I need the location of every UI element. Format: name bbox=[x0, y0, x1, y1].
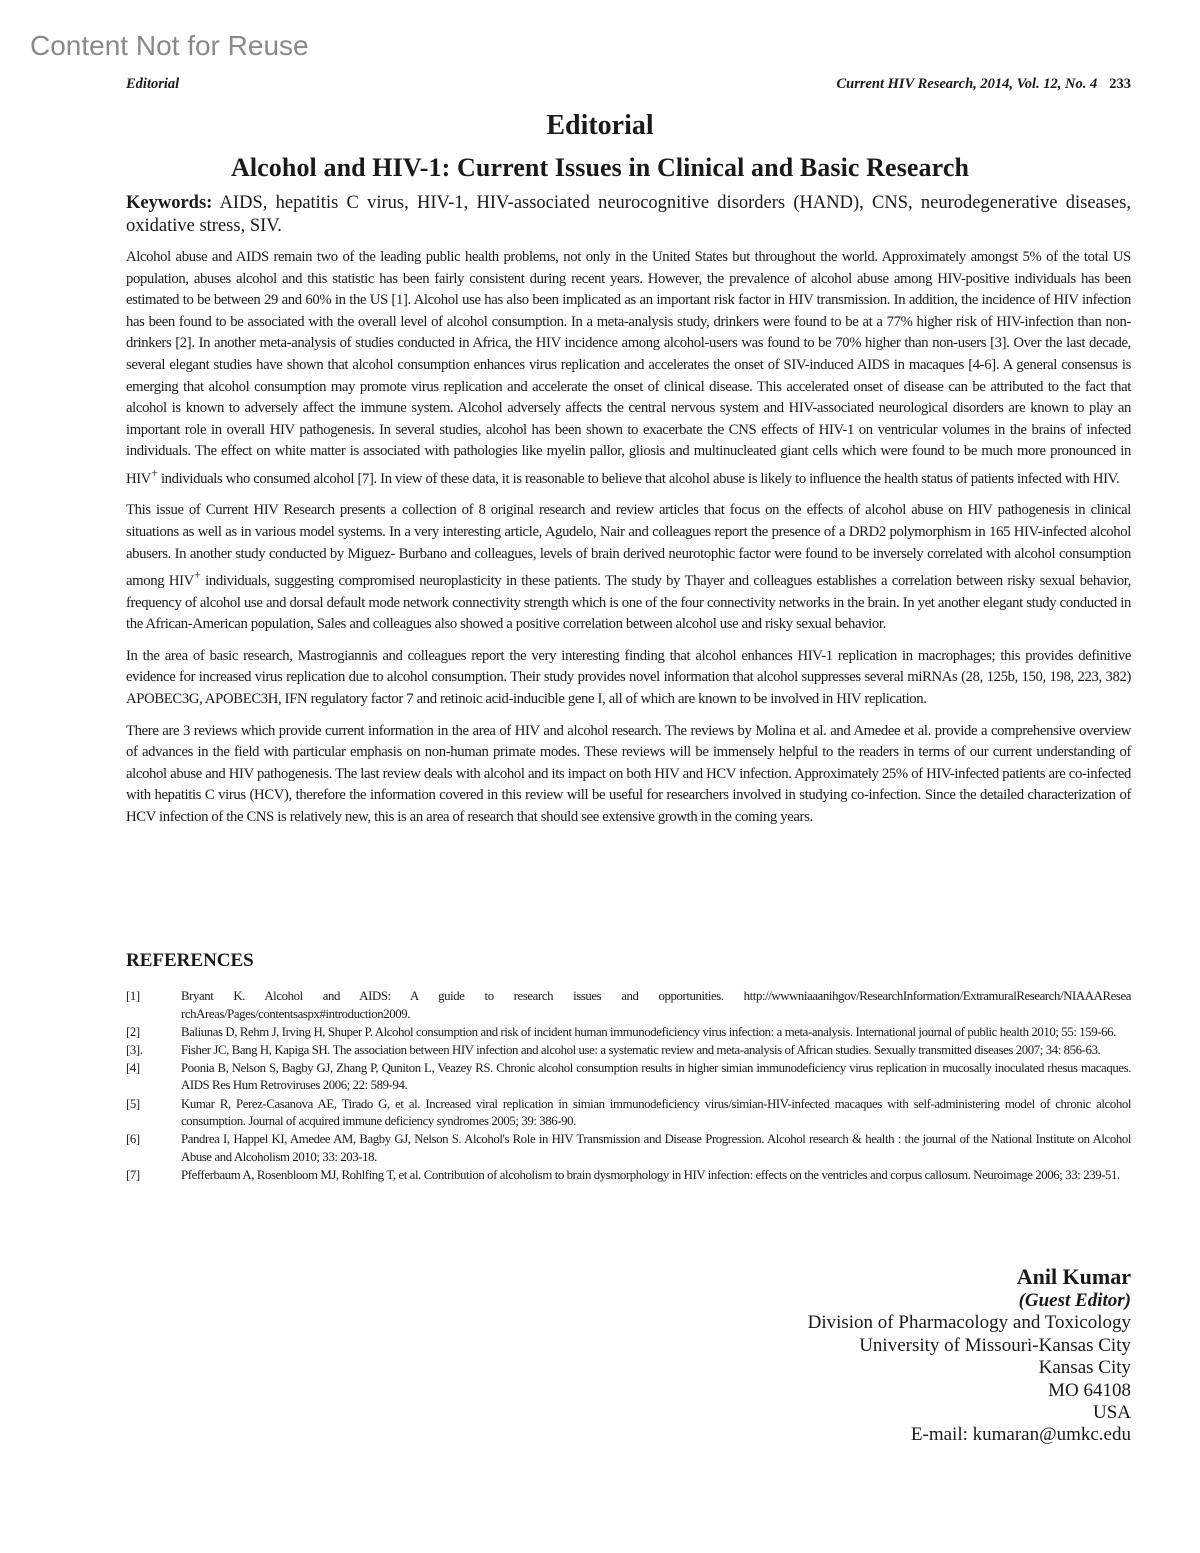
reference-number: [3]. bbox=[126, 1042, 143, 1057]
reference-item bbox=[126, 1167, 1131, 1185]
author-state-zip: MO 64108 bbox=[1048, 1379, 1131, 1401]
editorial-heading: Editorial bbox=[546, 110, 654, 141]
role-paren-open: ( bbox=[1018, 1290, 1025, 1311]
paragraph-2-text-b: individuals, suggesting compromised neuroplasticity in these patients. The study by Thayer and colleagues establishes a correlation between risky sexual behavior, frequency of alcohol use and dorsal default mode network connectivity strength which is one of the four connectivity networks in the brain. In yet another elegant study conducted in the African-American population, Sales and colleagues also showed a positive correlation between alcohol use and risky sexual behavior. bbox=[126, 573, 1131, 633]
author-country: USA bbox=[1092, 1402, 1131, 1424]
paragraph-1 bbox=[126, 247, 1131, 490]
reference-item bbox=[126, 1060, 1131, 1095]
reference-text: Fisher JC, Bang H, Kapiga SH. The association between HIV infection and alcohol use: a systematic review and meta-analysis of African studies. Sexually transmitted diseases 2007; 34: 856-63. bbox=[181, 1042, 1101, 1057]
references-heading: REFERENCES bbox=[126, 950, 254, 971]
reference-text: Pfefferbaum A, Rosenbloom MJ, Rohlfing T, et al. Contribution of alcoholism to brain dysmorphology in HIV infection: effects on the ventricles and corpus callosum. Neuroimage 2006; 33: 239-51. bbox=[181, 1167, 1120, 1182]
reference-number: [2] bbox=[126, 1024, 140, 1039]
reference-number: [4] bbox=[126, 1060, 140, 1075]
paragraph-1-text-b: individuals who consumed alcohol [7]. In view of these data, it is reasonable to believe that alcohol abuse is likely to influence the health status of patients infected with HIV. bbox=[157, 470, 1120, 487]
article-body bbox=[126, 247, 1131, 839]
reference-number: [1] bbox=[126, 989, 140, 1003]
reference-item bbox=[126, 1131, 1131, 1166]
article-title: Alcohol and HIV-1: Current Issues in Clinical and Basic Research bbox=[230, 153, 970, 182]
reference-number: [7] bbox=[126, 1167, 140, 1182]
reference-item bbox=[126, 988, 1131, 1023]
journal-name: Current HIV Research, 2014, Vol. 12, No. 4 bbox=[836, 76, 1098, 92]
reference-number: [5] bbox=[126, 1096, 140, 1111]
references-list bbox=[126, 988, 1131, 1185]
superscript-plus: + bbox=[151, 465, 158, 480]
keywords bbox=[126, 192, 1131, 238]
reference-text: Bryant K. Alcohol and AIDS: A guide to research issues and opportunities. http://wwwniaaanihgov/ResearchInformation/ExtramuralResearch/NIAAAResea rchAreas/Pages/contentsaspx#introduction2009. bbox=[181, 989, 1131, 1021]
reference-text: Poonia B, Nelson S, Bagby GJ, Zhang P, Quniton L, Veazey RS. Chronic alcohol consumption results in higher simian immunodeficiency virus replication in mucosally inoculated rhesus macaques. AIDS Res Hum Retroviruses 2006; 22: 589-94. bbox=[181, 1060, 1131, 1093]
paragraph-2-text-a: This issue of Current HIV Research presents a collection of 8 original research and review articles that focus on the effects of alcohol abuse on HIV pathogenesis in clinical situations as well as in various model systems. In a very interesting article, Agudelo, Nair and colleagues report the presence of a DRD2 polymorphism in 165 HIV-infected alcohol abusers. In another study conducted by Miguez- Burbano and colleagues, levels of brain derived neurotophic factor were found to be inversely correlated with alcohol consumption among HIV bbox=[126, 502, 1131, 590]
reference-item bbox=[126, 1096, 1131, 1131]
author-city: Kansas City bbox=[1038, 1357, 1131, 1379]
role-paren-close: ) bbox=[1124, 1290, 1131, 1311]
author-role bbox=[808, 1290, 1131, 1312]
keywords-label: Keywords: bbox=[126, 193, 213, 213]
watermark: Content Not for Reuse bbox=[30, 30, 309, 61]
author-email: E-mail: kumaran@umkc.edu bbox=[910, 1424, 1131, 1446]
author-name: Anil Kumar bbox=[1016, 1264, 1131, 1289]
paragraph-2 bbox=[126, 500, 1131, 635]
author-university: University of Missouri-Kansas City bbox=[859, 1334, 1131, 1356]
reference-text: Pandrea I, Happel KI, Amedee AM, Bagby GJ, Nelson S. Alcohol's Role in HIV Transmission and Disease Progression. Alcohol research & health : the journal of the National Institute on Alcohol Abuse and Alcoholism 2010; 33: 203-18. bbox=[181, 1132, 1131, 1164]
author-division: Division of Pharmacology and Toxicology bbox=[807, 1312, 1131, 1334]
section-label: Editorial bbox=[126, 76, 180, 92]
superscript-plus: + bbox=[193, 568, 201, 583]
reference-item bbox=[126, 1042, 1131, 1060]
reference-text: Baliunas D, Rehm J, Irving H, Shuper P. Alcohol consumption and risk of incident human immunodeficiency virus infection: a meta-analysis. International journal of public health 2010; 55: 159-66. bbox=[181, 1024, 1116, 1039]
reference-text: Kumar R, Perez-Casanova AE, Tirado G, et al. Increased viral replication in simian immunodeficiency virus/simian-HIV-infected macaques with self-administering model of chronic alcohol consumption. Journal of acquired immune deficiency syndromes 2005; 39: 386-90. bbox=[181, 1096, 1131, 1129]
page-number: 233 bbox=[1109, 76, 1131, 92]
role-text: Guest Editor bbox=[1024, 1290, 1125, 1311]
paragraph-4: There are 3 reviews which provide current information in the area of HIV and alcohol research. The reviews by Molina et al. and Amedee et al. provide a comprehensive overview of advances in the field with particular emphasis on non-human primate modes. These reviews will be immensely helpful to the readers in terms of our current understanding of alcohol abuse and HIV pathogenesis. The last review deals with alcohol and its impact on both HIV and HCV infection. Approximately 25% of HIV-infected patients are co-infected with hepatitis C virus (HCV), therefore the information covered in this review will be useful for researchers involved in studying co-infection. Since the detailed characterization of HCV infection of the CNS is relatively new, this is an area of research that should see extensive growth in the coming years. bbox=[126, 722, 1131, 826]
paragraph-1-text-a: Alcohol abuse and AIDS remain two of the leading public health problems, not only in the United States but throughout the world. Approximately amongst 5% of the total US population, abuses alcohol and this statistic has been fairly consistent during recent years. However, the prevalence of alcohol abuse among HIV-positive individuals has been estimated to be between 29 and 60% in the US [1]. Alcohol use has also been implicated as an important risk factor in HIV transmission. In addition, the incidence of HIV infection has been found to be associated with the overall level of alcohol consumption. In a meta-analysis study, drinkers were found to be at a 77% higher risk of HIV-infection than non-drinkers [2]. In another meta-analysis of studies conducted in Africa, the HIV incidence among alcohol-users was found to be 70% higher than non-users [3]. Over the last decade, several elegant studies have shown that alcohol consumption enhances virus replication and accelerates the onset of SIV-induced AIDS in macaques [4-6]. A general consensus is emerging that alcohol consumption may promote virus replication and accelerate the onset of clinical disease. This accelerated onset of disease can be attributed to the fact that alcohol is known to adversely affect the immune system. Alcohol adversely affects the central nervous system and HIV-associated neurological disorders are known to play an important role in overall HIV pathogenesis. In several studies, alcohol has been shown to exacerbate the CNS effects of HIV-1 on ventricular volumes in the brains of infected individuals. The effect on white matter is associated with pathologies like myelin pallor, gliosis and multinucleated giant cells which were found to be much more pronounced in HIV bbox=[126, 249, 1131, 487]
keywords-text: AIDS, hepatitis C virus, HIV-1, HIV-associated neurocognitive disorders (HAND), CNS, neurodegenerative diseases, oxidative stress, SIV. bbox=[126, 193, 1131, 236]
paragraph-3: In the area of basic research, Mastrogiannis and colleagues report the very interesting finding that alcohol enhances HIV-1 replication in macrophages; this provides definitive evidence for increased virus replication due to alcohol consumption. Their study provides novel information that alcohol suppresses several miRNAs (28, 125b, 150, 198, 223, 382) APOBEC3G, APOBEC3H, IFN regulatory factor 7 and retinoic acid-inducible gene I, all of which are known to be involved in HIV replication. bbox=[126, 647, 1131, 708]
reference-number: [6] bbox=[126, 1132, 140, 1147]
reference-item bbox=[126, 1024, 1131, 1042]
journal-citation bbox=[836, 76, 1131, 93]
author-signature bbox=[808, 1264, 1131, 1447]
